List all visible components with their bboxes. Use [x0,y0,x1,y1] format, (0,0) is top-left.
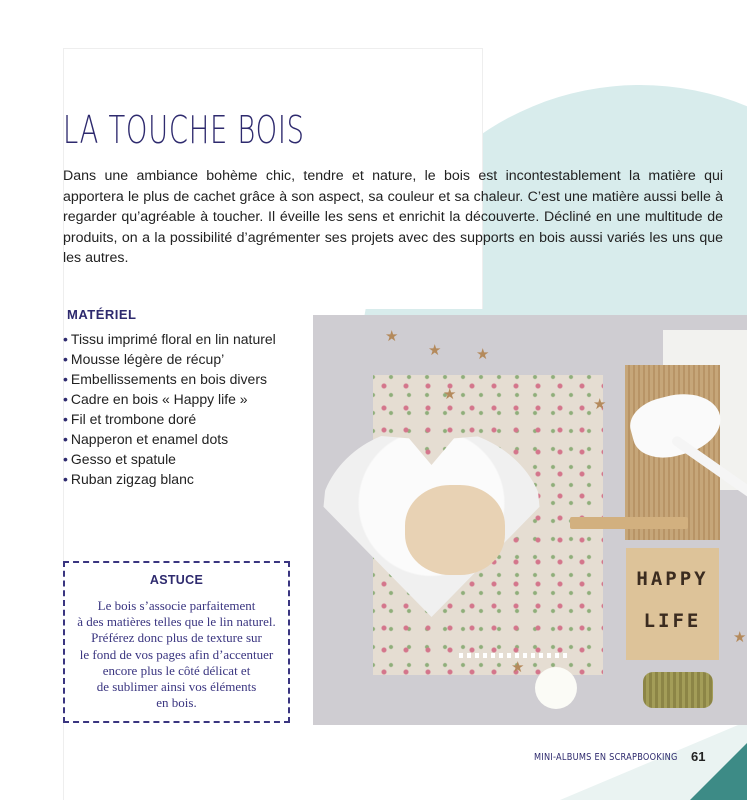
tip-line: Le bois s’associe parfaitement [97,598,256,613]
tip-line: en bois. [156,695,197,711]
star-icon: ★ [593,395,607,413]
list-item: • Tissu imprimé floral en lin naturel [63,331,276,347]
star-icon: ★ [511,658,525,676]
tip-text [65,598,288,711]
tip-line: Préférez donc plus de texture sur [91,630,262,646]
bullet-icon: • [63,331,68,347]
bullet-icon: • [63,431,68,447]
sign-line: HAPPY [636,568,709,590]
thread-spool [643,672,713,708]
star-icon: ★ [428,341,442,359]
list-item: • Ruban zigzag blanc [63,471,194,487]
list-item: • Napperon et enamel dots [63,431,229,447]
bullet-icon: • [63,351,68,367]
star-icon: ★ [385,327,399,345]
list-item: • Embellissements en bois divers [63,371,267,387]
bullet-icon: • [63,451,68,467]
bullet-icon: • [63,391,68,407]
list-item: • Gesso et spatule [63,451,176,467]
list-item: • Cadre en bois « Happy life » [63,391,248,407]
tip-line: le fond de vos pages afin d’accentuer [79,646,274,662]
tip-line: à des matières telles que le lin naturel. [77,614,276,630]
white-flower [535,667,577,709]
tip-line: de sublimer ainsi vos éléments [96,679,257,695]
star-icon: ★ [476,345,490,363]
star-icon: ★ [733,628,747,646]
list-item: • Mousse légère de récup’ [63,351,225,367]
tip-box [63,561,290,723]
tip-heading: ASTUCE [149,573,204,587]
tip-line: encore plus le côté délicat et [102,662,251,678]
wood-embellishments [405,485,505,575]
happy-life-frame [626,548,719,660]
star-icon: ★ [443,385,457,403]
bullet-icon: • [63,471,68,487]
materials-heading: MATÉRIEL [67,307,137,322]
list-item: • Fil et trombone doré [63,411,197,427]
bullet-icon: • [63,371,68,387]
footer-book-title: MINI-ALBUMS EN SCRAPBOOKING [534,752,678,763]
materials-list [63,329,276,489]
project-photo [313,315,747,725]
page-title: LA TOUCHE BOIS [63,108,305,152]
bullet-icon: • [63,411,68,427]
wooden-arrow [570,517,688,529]
page-number: 61 [691,749,706,764]
sign-line: LIFE [643,610,702,632]
intro-paragraph: Dans une ambiance bohème chic, tendre et nature, le bois est incontestablement la matière qui apportera le plus de cachet grâce à son aspect, sa couleur et sa chaleur. C’est une matière aussi belle à regarder qu’agréable à toucher. Il éveille les sens et enrichit la découverte. Décliné en une multitude de produits, on a la possibilité d’agrémenter ses projets avec des supports en bois aussi variés les uns que les autres. [63,168,723,266]
